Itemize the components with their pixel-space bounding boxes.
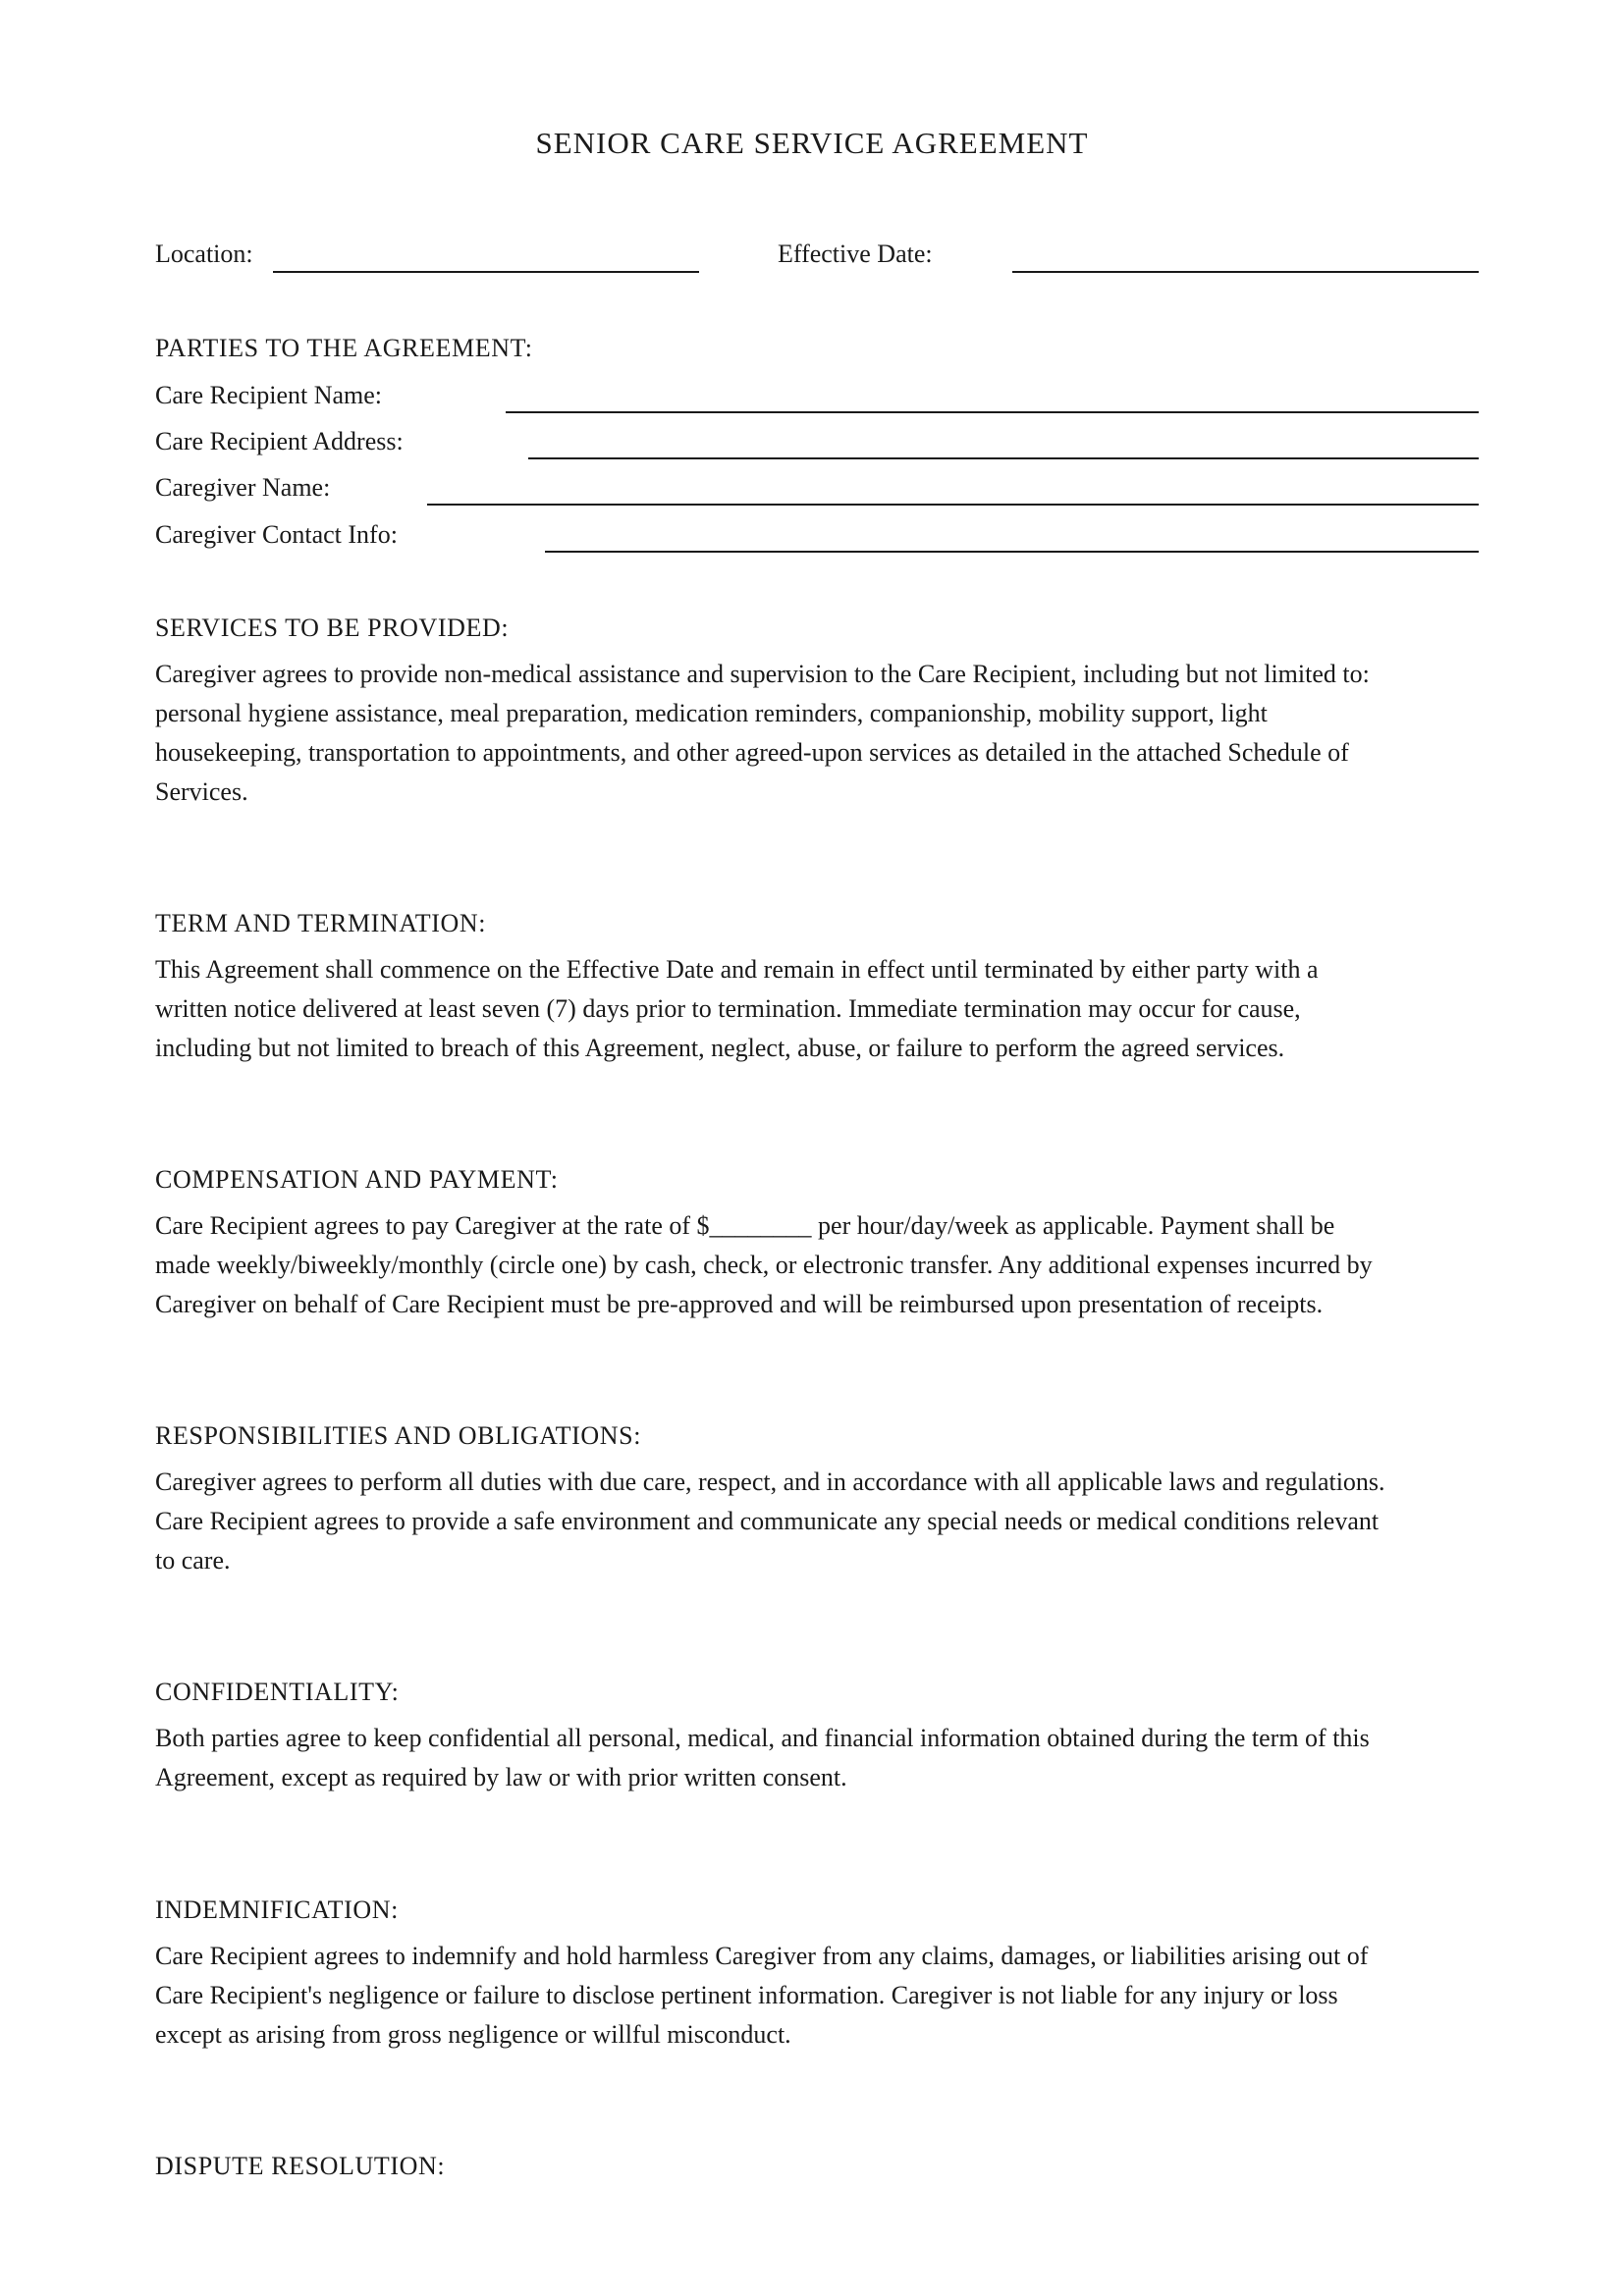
parties-heading: PARTIES TO THE AGREEMENT: xyxy=(155,334,533,362)
compensation-line: made weekly/biweekly/monthly (circle one) by cash, check, or electronic transfer. Any additional expenses incurred by xyxy=(155,1251,1373,1279)
caregiver-name-label: Caregiver Name: xyxy=(155,473,331,502)
term-line: including but not limited to breach of this Agreement, neglect, abuse, or failure to perform the agreed services. xyxy=(155,1034,1285,1062)
services-line: Caregiver agrees to provide non-medical assistance and supervision to the Care Recipient, including but not limited to: xyxy=(155,660,1370,688)
indemnification-line: except as arising from gross negligence or willful misconduct. xyxy=(155,2020,791,2049)
term-paragraph xyxy=(155,950,1490,1068)
services-line: housekeeping, transportation to appointments, and other agreed-upon services as detailed in the attached Schedule of xyxy=(155,738,1349,767)
caregiver-contact-label: Caregiver Contact Info: xyxy=(155,520,398,549)
responsibilities-line: Care Recipient agrees to provide a safe environment and communicate any special needs or medical conditions relevant xyxy=(155,1507,1380,1535)
term-line: This Agreement shall commence on the Effective Date and remain in effect until terminated by either party with a xyxy=(155,955,1319,984)
care-recipient-name-field[interactable] xyxy=(506,411,1479,413)
services-paragraph xyxy=(155,655,1490,812)
services-line: Services. xyxy=(155,777,248,806)
effective-date-label: Effective Date: xyxy=(778,240,933,268)
confidentiality-paragraph xyxy=(155,1719,1490,1797)
confidentiality-heading: CONFIDENTIALITY: xyxy=(155,1678,400,1706)
care-recipient-name-label: Care Recipient Name: xyxy=(155,381,383,409)
document-title: SENIOR CARE SERVICE AGREEMENT xyxy=(535,126,1089,160)
term-line: written notice delivered at least seven (7) days prior to termination. Immediate termination may occur for cause, xyxy=(155,994,1301,1023)
compensation-heading: COMPENSATION AND PAYMENT: xyxy=(155,1165,559,1194)
compensation-line: Caregiver on behalf of Care Recipient must be pre-approved and will be reimbursed upon presentation of receipts. xyxy=(155,1290,1324,1318)
indemnification-paragraph xyxy=(155,1937,1490,2055)
compensation-paragraph xyxy=(155,1206,1490,1324)
dispute-resolution-heading: DISPUTE RESOLUTION: xyxy=(155,2152,446,2180)
caregiver-name-field[interactable] xyxy=(427,504,1479,506)
effective-date-field[interactable] xyxy=(1012,271,1479,273)
responsibilities-line: to care. xyxy=(155,1546,231,1575)
responsibilities-paragraph xyxy=(155,1463,1490,1580)
compensation-line: Care Recipient agrees to pay Caregiver at the rate of $________ per hour/day/week as applicable. Payment shall be xyxy=(155,1211,1335,1240)
care-recipient-address-label: Care Recipient Address: xyxy=(155,427,404,455)
indemnification-line: Care Recipient's negligence or failure to disclose pertinent information. Caregiver is not liable for any injury or loss xyxy=(155,1981,1338,2009)
caregiver-contact-field[interactable] xyxy=(545,551,1479,553)
indemnification-heading: INDEMNIFICATION: xyxy=(155,1896,399,1924)
services-line: personal hygiene assistance, meal preparation, medication reminders, companionship, mobility support, light xyxy=(155,699,1268,727)
responsibilities-heading: RESPONSIBILITIES AND OBLIGATIONS: xyxy=(155,1421,642,1450)
responsibilities-line: Caregiver agrees to perform all duties with due care, respect, and in accordance with all applicable laws and regulations. xyxy=(155,1468,1385,1496)
services-heading: SERVICES TO BE PROVIDED: xyxy=(155,614,510,642)
indemnification-line: Care Recipient agrees to indemnify and hold harmless Caregiver from any claims, damages, or liabilities arising out of xyxy=(155,1942,1369,1970)
confidentiality-line: Both parties agree to keep confidential all personal, medical, and financial information obtained during the term of this xyxy=(155,1724,1370,1752)
location-field[interactable] xyxy=(273,271,699,273)
term-heading: TERM AND TERMINATION: xyxy=(155,909,487,937)
confidentiality-line: Agreement, except as required by law or with prior written consent. xyxy=(155,1763,847,1791)
care-recipient-address-field[interactable] xyxy=(528,457,1479,459)
location-label: Location: xyxy=(155,240,253,268)
